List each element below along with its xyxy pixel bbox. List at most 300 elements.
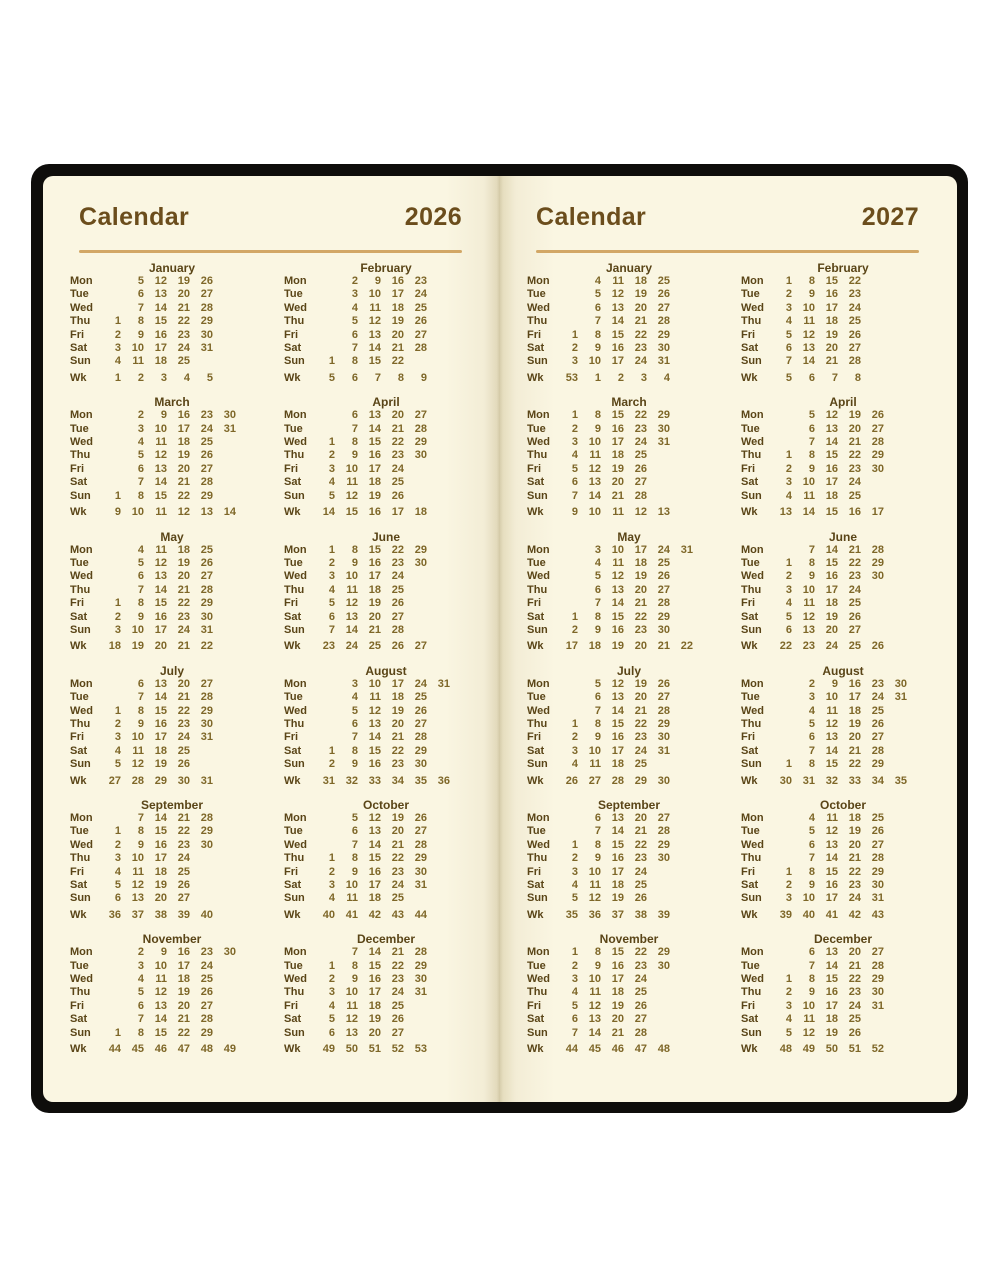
day-number: 16	[611, 959, 624, 972]
day-number: 20	[634, 691, 647, 704]
weekday-label: Sat	[527, 342, 545, 355]
month-may-2026	[70, 531, 241, 654]
day-number	[675, 1013, 698, 1026]
weekday-row	[741, 423, 912, 436]
day-number: 13	[588, 1013, 601, 1026]
day-number: 19	[611, 999, 624, 1012]
day-number	[218, 1013, 241, 1026]
weekday-row	[70, 731, 241, 744]
day-number	[675, 705, 698, 718]
day-number: 18	[825, 597, 838, 610]
day-number: 26	[200, 556, 213, 569]
week-number: 36	[588, 908, 601, 921]
day-number	[218, 597, 241, 610]
day-number: 2	[571, 959, 578, 972]
weekday-row	[70, 1000, 241, 1013]
weekday-label: Sun	[527, 892, 548, 905]
day-number	[889, 570, 912, 583]
day-number: 21	[368, 623, 381, 636]
day-number: 10	[588, 865, 601, 878]
weekday-label: Wed	[527, 301, 551, 314]
day-number: 13	[154, 288, 167, 301]
day-number: 23	[200, 409, 213, 422]
day-number: 18	[368, 476, 381, 489]
weekday-row	[70, 825, 241, 838]
day-number	[195, 745, 218, 758]
day-number	[409, 476, 432, 489]
day-number: 11	[589, 879, 601, 892]
day-number: 28	[414, 422, 427, 435]
week-number: 17	[391, 506, 404, 519]
weekday-label: Sun	[70, 892, 91, 905]
weekday-label: Sat	[284, 476, 302, 489]
day-number: 20	[634, 301, 647, 314]
day-number: 18	[611, 986, 624, 999]
day-number	[675, 839, 698, 852]
day-number: 1	[114, 1026, 121, 1039]
day-number: 25	[414, 691, 427, 704]
day-number: 17	[848, 691, 861, 704]
day-number	[218, 866, 241, 879]
day-number: 26	[200, 986, 213, 999]
day-number	[889, 879, 912, 892]
week-number: 11	[155, 506, 167, 519]
day-number: 17	[825, 476, 838, 489]
week-number: 31	[802, 774, 815, 787]
week-numbers-row	[70, 909, 241, 922]
day-number	[432, 705, 455, 718]
day-number	[103, 812, 126, 825]
day-number	[432, 329, 455, 342]
day-number	[432, 584, 455, 597]
day-number	[774, 852, 797, 865]
day-number: 20	[368, 1026, 381, 1039]
week-row-label: Wk	[527, 506, 544, 519]
day-number: 28	[657, 825, 670, 838]
weekday-row	[284, 986, 455, 999]
weekday-label: Sat	[284, 744, 302, 757]
day-number: 9	[594, 623, 601, 636]
week-number	[432, 909, 455, 922]
day-number	[560, 557, 583, 570]
weekday-label: Thu	[741, 986, 762, 999]
day-number: 18	[154, 744, 167, 757]
day-number: 26	[414, 704, 427, 717]
day-number: 23	[848, 462, 861, 475]
day-number: 21	[634, 315, 647, 328]
weekday-row	[527, 1013, 698, 1026]
weekday-row	[741, 879, 912, 892]
day-number: 2	[808, 677, 815, 690]
weekday-label: Sun	[284, 1026, 305, 1039]
day-number: 18	[611, 449, 624, 462]
weekday-label: Wed	[527, 570, 551, 583]
day-number: 20	[391, 825, 404, 838]
month-july-2026	[70, 665, 241, 788]
day-number: 10	[131, 731, 144, 744]
day-number: 1	[328, 355, 335, 368]
weekday-label: Thu	[527, 852, 548, 865]
day-number: 21	[391, 422, 404, 435]
day-number: 28	[871, 852, 884, 865]
day-number: 19	[177, 449, 190, 462]
day-number: 6	[785, 342, 792, 355]
month-name: July	[159, 663, 184, 678]
day-number: 4	[328, 476, 335, 489]
week-number: 42	[368, 908, 381, 921]
weekday-row	[741, 960, 912, 973]
day-number: 3	[785, 892, 792, 905]
weekday-row	[741, 705, 912, 718]
day-number	[675, 691, 698, 704]
week-number	[432, 640, 455, 653]
page-title: Calendar	[536, 203, 647, 231]
month-name: September	[140, 798, 204, 812]
day-number: 4	[137, 543, 144, 556]
day-number: 18	[391, 691, 404, 704]
day-number: 18	[825, 1013, 838, 1026]
day-number: 7	[808, 543, 815, 556]
day-number: 18	[177, 543, 190, 556]
weekday-row	[284, 597, 455, 610]
week-number: 6	[351, 371, 358, 384]
day-number: 7	[808, 852, 815, 865]
day-number	[103, 302, 126, 315]
week-number: 41	[825, 908, 838, 921]
day-number	[675, 852, 698, 865]
day-number	[675, 1000, 698, 1013]
day-number: 28	[414, 838, 427, 851]
weekday-row	[70, 705, 241, 718]
day-number	[675, 624, 698, 637]
day-number: 18	[825, 315, 838, 328]
week-number: 13	[657, 506, 670, 519]
weekday-row	[284, 678, 455, 691]
day-number: 26	[200, 449, 213, 462]
day-number: 2	[114, 838, 121, 851]
week-row-label: Wk	[527, 640, 544, 653]
day-number	[774, 409, 797, 422]
day-number	[889, 476, 912, 489]
day-number	[432, 611, 455, 624]
day-number: 22	[848, 556, 861, 569]
day-number: 19	[391, 812, 404, 824]
day-number: 25	[848, 315, 861, 328]
day-number	[889, 544, 912, 557]
day-number: 24	[177, 852, 190, 865]
week-numbers-row	[70, 775, 241, 788]
day-number: 4	[328, 892, 335, 905]
day-number: 28	[871, 744, 884, 757]
weekday-row	[527, 570, 698, 583]
day-number: 20	[177, 999, 190, 1012]
day-number: 29	[414, 852, 427, 865]
day-number: 23	[634, 342, 647, 355]
weekday-row	[527, 329, 698, 342]
weekday-row	[741, 1000, 912, 1013]
weekday-row	[527, 960, 698, 973]
weekday-row	[741, 570, 912, 583]
day-number: 29	[414, 436, 427, 449]
day-number: 2	[137, 409, 144, 422]
day-number: 16	[368, 556, 381, 569]
day-number: 6	[351, 825, 358, 838]
day-number	[560, 691, 583, 704]
weekday-row	[527, 946, 698, 959]
day-number: 1	[571, 838, 578, 851]
day-number: 16	[154, 328, 167, 341]
day-number	[218, 584, 241, 597]
day-number: 6	[328, 610, 335, 623]
week-row-label: Wk	[741, 774, 758, 787]
weekday-row	[527, 973, 698, 986]
day-number: 28	[871, 543, 884, 556]
day-number: 6	[137, 570, 144, 583]
day-number: 18	[391, 301, 404, 314]
day-number: 17	[634, 543, 647, 556]
day-number: 24	[177, 731, 190, 744]
weekday-label: Wed	[284, 301, 308, 314]
weekday-label: Thu	[70, 986, 91, 999]
weekday-row	[70, 1027, 241, 1040]
day-number	[103, 960, 126, 973]
day-number	[195, 866, 218, 879]
day-number: 8	[808, 556, 815, 569]
day-number	[218, 986, 241, 999]
day-number: 25	[848, 597, 861, 610]
day-number: 29	[657, 838, 670, 851]
day-number: 3	[785, 301, 792, 314]
week-number: 51	[848, 1043, 861, 1056]
day-number: 9	[137, 610, 144, 623]
day-number: 31	[894, 691, 907, 704]
month-name: August	[822, 663, 864, 678]
weekday-row	[70, 409, 241, 422]
day-number: 8	[808, 973, 815, 986]
day-number	[560, 705, 583, 718]
day-number: 24	[657, 543, 670, 556]
weekday-row	[741, 892, 912, 905]
day-number: 27	[391, 610, 404, 623]
week-number: 53	[414, 1043, 427, 1056]
week-number	[218, 775, 241, 788]
day-number: 30	[200, 717, 213, 730]
weekday-label: Fri	[741, 731, 756, 744]
day-number: 20	[611, 1013, 624, 1026]
weekday-label: Sat	[70, 342, 88, 355]
day-number: 23	[177, 328, 190, 341]
day-number: 19	[848, 825, 861, 838]
day-number	[103, 691, 126, 704]
day-number	[774, 731, 797, 744]
month-name: October	[362, 798, 409, 812]
weekday-row	[527, 423, 698, 436]
week-number: 14	[223, 506, 236, 519]
weekday-row	[284, 436, 455, 449]
day-number: 26	[634, 462, 647, 475]
day-number: 27	[414, 825, 427, 838]
day-number: 21	[391, 342, 404, 355]
day-number: 20	[611, 476, 624, 489]
weekday-row	[284, 409, 455, 422]
week-number	[432, 372, 455, 385]
day-number: 8	[137, 315, 144, 328]
day-number: 27	[200, 677, 213, 690]
week-number: 31	[200, 774, 213, 787]
day-number: 31	[414, 986, 427, 999]
weekday-row	[741, 986, 912, 999]
day-number: 23	[634, 623, 647, 636]
day-number: 21	[634, 825, 647, 838]
day-number: 28	[871, 959, 884, 972]
week-number: 9	[420, 371, 427, 384]
day-number: 8	[808, 758, 815, 771]
day-number: 20	[848, 731, 861, 744]
day-number: 10	[345, 570, 358, 583]
weekday-row	[284, 892, 455, 905]
day-number: 17	[154, 342, 167, 355]
weekday-row	[70, 329, 241, 342]
day-number: 5	[351, 315, 358, 328]
weekday-row	[741, 812, 912, 825]
day-number	[317, 315, 340, 328]
weekday-label: Tue	[284, 556, 303, 569]
day-number	[432, 490, 455, 503]
day-number: 26	[391, 489, 404, 502]
week-number	[889, 640, 912, 653]
day-number: 27	[871, 731, 884, 744]
day-number	[889, 946, 912, 959]
weekday-label: Wed	[284, 704, 308, 717]
day-number	[432, 691, 455, 704]
day-number: 15	[825, 973, 838, 986]
day-number: 9	[351, 758, 358, 771]
weekday-label: Sat	[741, 342, 759, 355]
day-number: 10	[588, 355, 601, 368]
day-number: 4	[594, 275, 601, 287]
day-number: 3	[571, 973, 578, 986]
day-number: 8	[351, 543, 358, 556]
day-number	[317, 731, 340, 744]
day-number	[218, 812, 241, 825]
weekday-row	[741, 597, 912, 610]
weekday-row	[527, 758, 698, 771]
day-number: 8	[351, 852, 358, 865]
day-number: 11	[346, 583, 358, 596]
weekday-label: Sun	[741, 892, 762, 905]
day-number	[774, 839, 797, 852]
day-number: 30	[894, 677, 907, 690]
week-number: 20	[634, 640, 647, 653]
day-number: 10	[345, 462, 358, 475]
day-number: 9	[831, 677, 838, 690]
header-rule	[536, 250, 919, 253]
day-number: 15	[368, 852, 381, 865]
day-number: 12	[154, 986, 167, 999]
week-number: 8	[397, 371, 404, 384]
week-number: 7	[374, 371, 381, 384]
day-number	[195, 879, 218, 892]
weekday-row	[70, 476, 241, 489]
week-numbers-row	[70, 372, 241, 385]
day-number: 21	[848, 543, 861, 556]
day-number: 9	[374, 275, 381, 287]
day-number: 14	[154, 301, 167, 314]
day-number: 22	[634, 838, 647, 851]
day-number: 30	[871, 879, 884, 892]
day-number: 3	[328, 570, 335, 583]
day-number: 28	[414, 731, 427, 744]
day-number	[675, 557, 698, 570]
weekday-label: Fri	[70, 328, 85, 341]
day-number	[652, 866, 675, 879]
day-number: 20	[391, 717, 404, 730]
day-number	[866, 490, 889, 503]
weekday-row	[527, 275, 698, 288]
weekday-label: Tue	[527, 825, 546, 838]
day-number: 12	[345, 489, 358, 502]
day-number: 19	[368, 489, 381, 502]
day-number: 1	[328, 436, 335, 449]
day-number: 14	[611, 315, 624, 328]
day-number	[432, 544, 455, 557]
day-number	[317, 946, 340, 959]
weekday-row	[70, 342, 241, 355]
day-number: 26	[177, 879, 190, 892]
day-number	[889, 436, 912, 449]
week-number: 8	[854, 371, 861, 384]
week-number: 24	[825, 640, 838, 653]
week-row-label: Wk	[284, 371, 301, 384]
day-number: 13	[345, 1026, 358, 1039]
page-left-2026	[43, 176, 500, 1102]
weekday-row	[70, 1013, 241, 1026]
day-number: 3	[785, 476, 792, 489]
day-number: 27	[200, 570, 213, 583]
weekday-label: Sat	[70, 879, 88, 892]
day-number: 24	[848, 476, 861, 489]
day-number: 24	[634, 973, 647, 986]
day-number: 9	[808, 288, 815, 301]
weekday-row	[284, 275, 455, 288]
week-number: 51	[368, 1043, 381, 1056]
day-number	[889, 892, 912, 905]
day-number: 10	[154, 422, 167, 435]
day-number: 9	[351, 865, 358, 878]
day-number: 30	[200, 610, 213, 623]
weekday-label: Sun	[527, 489, 548, 502]
month-name: January	[148, 261, 196, 275]
weekday-label: Mon	[70, 275, 93, 287]
month-name: October	[819, 798, 866, 812]
weekday-row	[741, 355, 912, 368]
week-number: 53	[565, 371, 578, 384]
day-number: 10	[345, 879, 358, 892]
weekday-label: Tue	[527, 422, 546, 435]
day-number: 3	[808, 691, 815, 704]
day-number	[317, 288, 340, 301]
day-number: 14	[611, 825, 624, 838]
day-number: 18	[634, 275, 647, 287]
week-number: 46	[154, 1043, 167, 1056]
day-number: 17	[611, 436, 624, 449]
weekday-row	[527, 892, 698, 905]
day-number: 22	[848, 758, 861, 771]
day-number: 8	[594, 328, 601, 341]
day-number: 4	[137, 973, 144, 986]
day-number: 27	[200, 999, 213, 1012]
week-number	[218, 640, 241, 653]
